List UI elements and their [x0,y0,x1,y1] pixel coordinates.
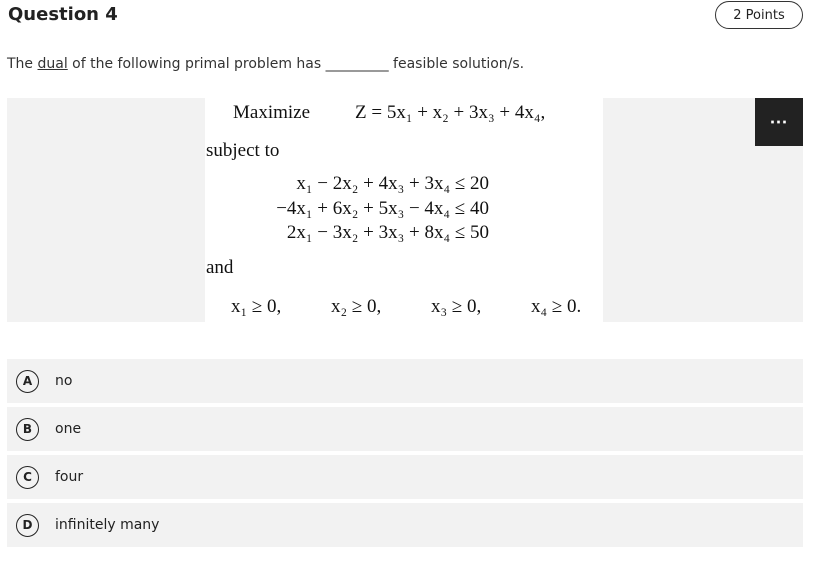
option-letter-badge: A [16,370,39,393]
option-c[interactable] [7,455,803,499]
prompt-text-start: The [7,56,38,72]
option-text: no [55,373,73,389]
constraint-2: −4x₁ + 6x₂ + 5x₃ − 4x₄ ≤ 40 [276,198,489,219]
nonneg-x4: x₄ ≥ 0. [531,296,582,317]
question-title: Question 4 [8,4,118,25]
and-label: and [206,257,234,278]
option-letter-badge: D [16,514,39,537]
prompt-blank: _________ [325,56,389,72]
maximize-label: Maximize [233,102,311,123]
primal-problem [205,98,603,322]
option-text: infinitely many [55,517,160,533]
nonneg-x2: x₂ ≥ 0, [331,296,382,317]
option-d[interactable] [7,503,803,547]
objective-function: Z = 5x₁ + x₂ + 3x₃ + 4x₄, [355,102,546,123]
prompt-underlined-word: dual [37,56,68,72]
option-text: four [55,469,84,485]
prompt-text-middle: of the following primal problem has [67,56,326,72]
option-b[interactable] [7,407,803,451]
prompt-text-end: feasible solution/s. [388,56,525,72]
question-prompt [7,56,524,72]
nonneg-x3: x₃ ≥ 0, [431,296,482,317]
option-text: one [55,421,82,437]
nonneg-x1: x₁ ≥ 0, [231,296,282,317]
points-badge: 2 Points [715,1,803,29]
constraint-3: 2x₁ − 3x₂ + 3x₃ + 8x₄ ≤ 50 [286,222,489,243]
constraint-1: x₁ − 2x₂ + 4x₃ + 3x₄ ≤ 20 [296,173,489,194]
option-a[interactable] [7,359,803,403]
option-letter-badge: C [16,466,39,489]
more-options-button[interactable]: ⋯ [755,98,803,146]
option-letter-badge: B [16,418,39,441]
subject-to-label: subject to [206,140,280,161]
